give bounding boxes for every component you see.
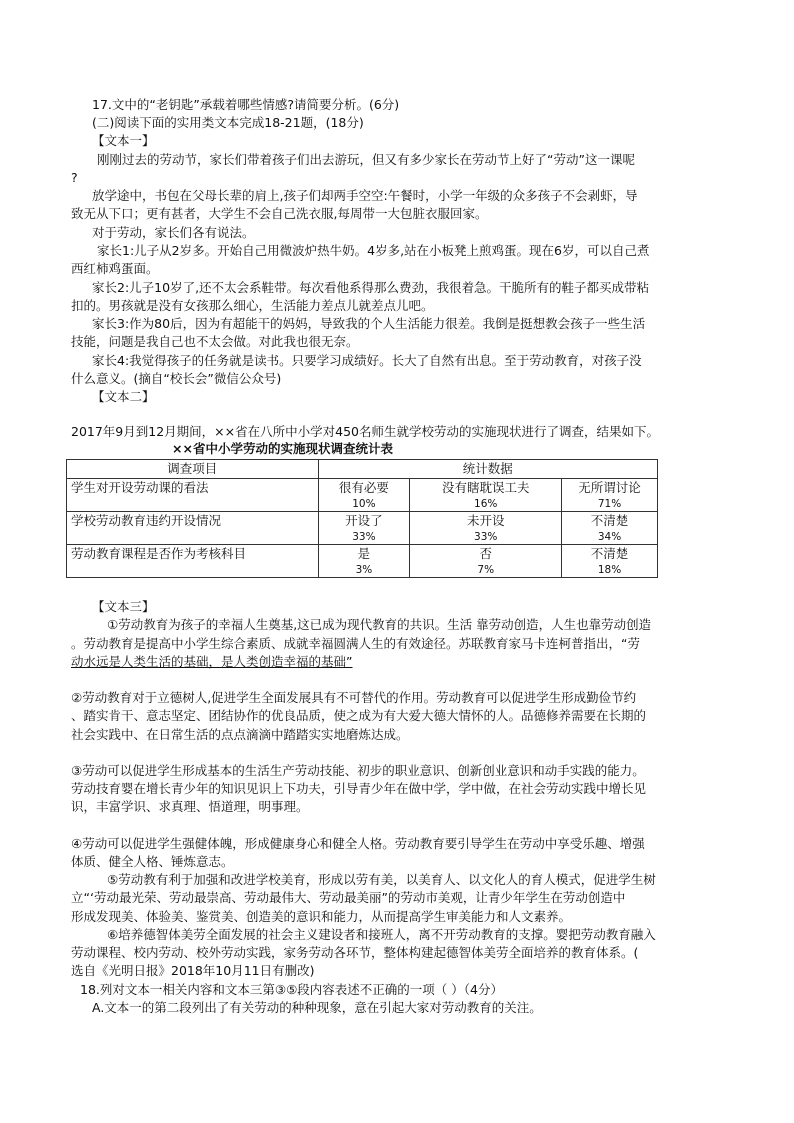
row2-percent3: 34% <box>562 530 658 545</box>
table-title: ××省中小学劳动的实施现状调查统计表 <box>172 441 393 456</box>
row1-answer1: 很有必要 <box>318 479 410 498</box>
question-17: 17.文中的“老钥匙”承载着哪些情感?请简要分析。(6分) <box>92 97 400 112</box>
text3-p6-line3: 选自《光明日报》2018年10月11日有删改) <box>71 963 315 978</box>
section-2-intro: (二)阅读下面的实用类文本完成18-21题，(18分) <box>92 115 364 130</box>
parent4-line1: 家长4:我觉得孩子的任务就是读书。只要学习成绩好。长大了自然有出息。至于劳动教育，对孩子没 <box>92 353 642 368</box>
row2-answer2: 未开设 <box>410 512 562 531</box>
text3-p6-line1: ⑥培养德智体美劳全面发展的社会主义建设者和接班人，离不开劳动教育的支撑。婴把劳动教育融入 <box>107 927 656 942</box>
table-header-row <box>67 460 658 479</box>
table-row <box>67 545 658 564</box>
survey-table <box>66 459 658 578</box>
row1-answer3: 无所谓讨论 <box>562 479 658 498</box>
text3-p1-line3: 动水远是人类生活的基础，是人类创造幸福的基础” <box>71 654 353 669</box>
row3-answer3: 不清楚 <box>562 545 658 564</box>
row2-item: 学校劳动教育违约开设情况 <box>67 512 319 545</box>
text1-heading: 【文本一】 <box>92 133 155 148</box>
text2-intro: 2017年9月到12月期间，××省在八所中小学对450名师生就学校劳动的实施现状进行了调查，结果如下。 <box>71 424 659 439</box>
option-a: A.文本一的第二段列出了有关劳动的种种现象，意在引起大家对劳动教育的关注。 <box>92 1000 542 1015</box>
row3-percent1: 3% <box>318 563 410 578</box>
row1-percent3: 71% <box>562 497 658 512</box>
row1-item: 学生对开设劳动课的看法 <box>67 479 319 512</box>
header-item: 调查项目 <box>67 460 319 479</box>
header-stats: 统计数据 <box>318 460 658 479</box>
text1-p1-line2: ? <box>71 170 78 185</box>
row2-percent2: 33% <box>410 530 562 545</box>
row1-answer2: 没有瞎耽误工夫 <box>410 479 562 498</box>
row3-percent3: 18% <box>562 563 658 578</box>
row3-answer2: 否 <box>410 545 562 564</box>
text3-p4-line1: ④劳动可以促进学生强健体魄，形成健康身心和健全人格。劳动教育要引导学生在劳动中享受乐趣、增强 <box>71 836 645 851</box>
table-row <box>67 512 658 531</box>
row2-answer3: 不清楚 <box>562 512 658 531</box>
text2-heading: 【文本二】 <box>92 389 155 404</box>
text3-p2-line3: 社会实践中、在日常生活的点点滴滴中踏踏实实地磨炼达成。 <box>71 727 409 742</box>
row2-answer1: 开设了 <box>318 512 410 531</box>
parent3-line2: 技能，问题是我自己也不太会做。对此我也很无奈。 <box>71 334 359 349</box>
row3-answer1: 是 <box>318 545 410 564</box>
text1-p2-line1: 放学途中，书包在父母长辈的肩上,孩子们却两手空空:午餐时，小学一年级的众多孩子不会剥虾，导 <box>92 188 638 203</box>
parent4-line2: 什么意义。(摘自“校长会”微信公众号) <box>71 371 282 386</box>
text3-p1-line2: 。劳动教育是提高中小学生综合素质、成就幸福圆满人生的有效途径。苏联教育家马卡连柯普指出，“劳 <box>71 636 640 651</box>
parent3-line1: 家长3:作为80后，因为有超能干的妈妈，导致我的个人生活能力很差。我倒是挺想教会孩子一些生活 <box>92 316 646 331</box>
text3-heading: 【文本三】 <box>92 599 155 614</box>
parent1-line2: 西红柿鸡蛋面。 <box>71 261 159 276</box>
text3-p5-line1: ⑤劳动教有利于加强和改进学校美育，形成以劳有美，以美育人、以文化人的育人模式，促进学生树 <box>107 872 656 887</box>
text1-p1-line1: 刚刚过去的劳动节，家长们带着孩子们出去游玩，但又有多少家长在劳动节上好了“劳动”这一课呢 <box>97 152 635 167</box>
text3-p2-line1: ②劳动教育对于立德树人,促进学生全面发展具有不可替代的作用。劳动教育可以促进学生形成勤俭节约 <box>71 690 637 705</box>
parent2-line1: 家长2:儿子10岁了,还不太会系鞋带。每次看他系得那么费劲，我很着急。干脆所有的鞋子都买成带粘 <box>92 280 650 295</box>
text3-p4-line2: 体质、健全人格、锤炼意志。 <box>71 854 234 869</box>
row1-percent1: 10% <box>318 497 410 512</box>
text3-p1-line1: ①劳动教育为孩子的幸福人生奠基,这已成为现代教育的共识。生活 靠劳动创造，人生也靠劳动创造 <box>107 617 652 632</box>
text3-p2-line2: 、踏实肯干、意志坚定、团结协作的优良品质，使之成为有大爱大德大情怀的人。品德修养需要在长期的 <box>71 708 647 723</box>
row1-percent2: 16% <box>410 497 562 512</box>
row3-item: 劳动教育课程是否作为考核科目 <box>67 545 319 578</box>
text3-p5-line3: 形成发现美、体验美、鉴赏美、创造美的意识和能力，从而提高学生审美能力和人文素养。 <box>71 909 572 924</box>
row2-percent1: 33% <box>318 530 410 545</box>
text3-p5-line2: 立“‘劳动最光荣、劳动最崇高、劳动最伟大、劳动最美丽”的劳动市美观，让青少年学生在劳动创造中 <box>71 890 626 905</box>
parent2-line2: 扣的。男孩就是没有女孩那么细心，生活能力差点儿就差点儿吧。 <box>71 298 434 313</box>
question-18: 18.列对文本一相关内容和文本三第③⑤段内容表述不正确的一项（ ）（4分） <box>80 982 503 997</box>
table-row <box>67 479 658 498</box>
parent1-line1: 家长1:儿子从2岁多。开始自己用微波炉热牛奶。4岁多,站在小板凳上煎鸡蛋。现在6岁，可以自己煮 <box>97 243 650 258</box>
text3-p3-line1: ③劳动可以促进学生形成基本的生活生产劳动技能、初步的职业意识、创新创业意识和动手实践的能力。 <box>71 763 645 778</box>
text3-p3-line3: 识，丰富学识、求真理、悟道理，明事理。 <box>71 799 309 814</box>
row3-percent2: 7% <box>410 563 562 578</box>
text3-p6-line2: 劳动课程、校内劳动、校外劳动实践，家务劳动各环节，整体构建起德智体美劳全面培养的教育体系。( <box>71 945 639 960</box>
text3-p3-line2: 劳动技育婴在增长青少年的知识见识上下功夫，引导青少年在做中学，学中做，在社会劳动实践中增长见 <box>71 781 647 796</box>
text1-p3: 对于劳动，家长们各有说法。 <box>92 225 255 240</box>
text1-p2-line2: 致无从下口；更有甚者，大学生不会自己洗衣服,每周带一大包脏衣服回家。 <box>71 206 488 221</box>
